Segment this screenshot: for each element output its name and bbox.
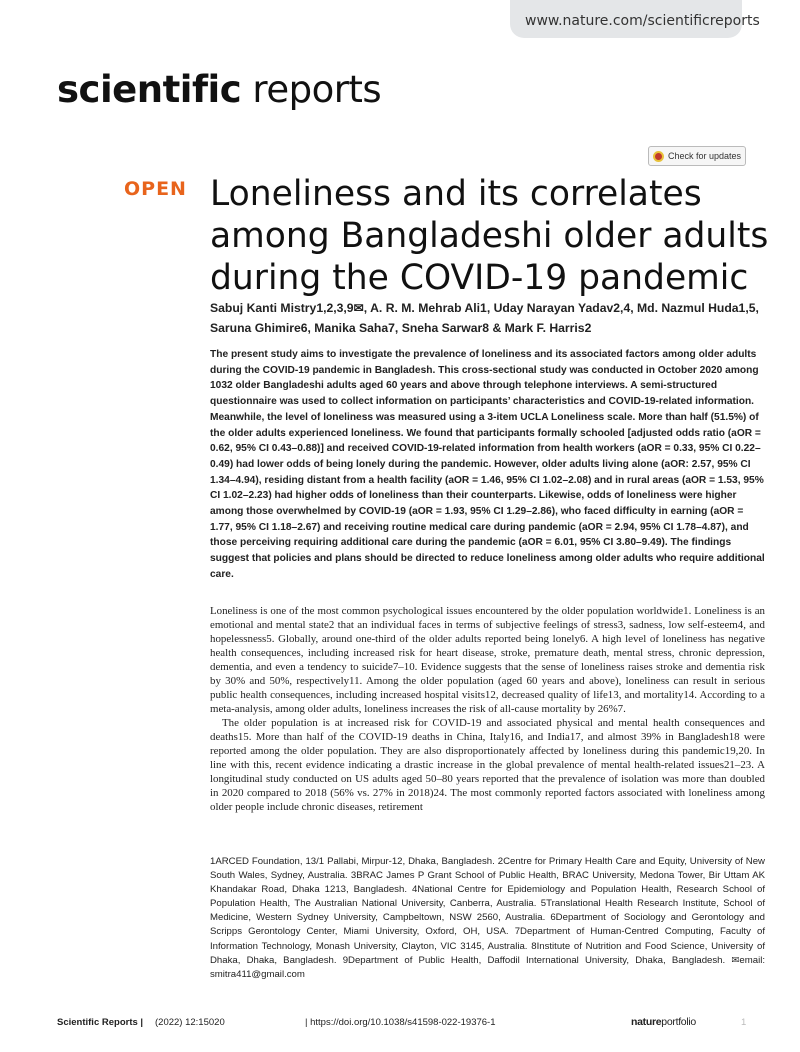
crossmark-icon [653,151,664,162]
footer-doi-link[interactable]: | https://doi.org/10.1038/s41598-022-19376-1 [305,1017,496,1028]
abstract: The present study aims to investigate the prevalence of loneliness and its associated factors among older adults during the COVID-19 pandemic in Bangladesh. This cross-sectional study was conducted in October 2020 among 1032 older Bangladeshi adults aged 60 years and above through telephone interviews. A semi-structured questionnaire was used to collect information on participants’ characteristics and COVID-19-related information. Meanwhile, the level of loneliness was measured using a 3-item UCLA Loneliness scale. More than half (51.5%) of the older adults experienced loneliness. We found that participants formally schooled [adjusted odds ratio (aOR = 0.62, 95% CI 0.43–0.88)] and received COVID-19-related information from health workers (aOR = 0.33, 95% CI 0.22–0.49) had lower odds of being lonely during the pandemic. However, older adults living alone (aOR: 2.57, 95% CI 1.34–4.94), residing distant from a health facility (aOR = 1.46, 95% CI 1.02–2.08) and in rural areas (aOR = 1.53, 95% CI 1.02–2.23) had higher odds of loneliness than their counterparts. Likewise, odds of loneliness were higher among those overwhelmed by COVID-19 (aOR = 1.93, 95% CI 1.29–2.86), who faced difficulty in earning (aOR = 1.77, 95% CI 1.18–2.67) and receiving routine medical care during pandemic (aOR = 2.94, 95% CI 1.78–4.87), and those perceiving requiring additional care during the pandemic (aOR = 6.01, 95% CI 3.80–9.49). The findings suggest that policies and plans should be directed to reduce loneliness among older adults who require additional care. [210,349,765,580]
body-paragraph-2: The older population is at increased risk for COVID-19 and associated physical and mental health consequences and deaths15. More than half of the COVID-19 deaths in China, Italy16, and India17, and almost 39% in Bangladesh18 were reported among the older population. They are also disproportionately affected by loneliness during this pandemic19,20. In line with this, recent evidence indicating a drastic increase in the global prevalence of mental health-related issues21–23. A longitudinal study conducted on US adults aged 50–80 years reported that the prevalence of isolation was more than doubled in 2020 compared to 2018 (56% vs. 27% in 2018)24. The most commonly reported factors associated with loneliness among older people include chronic diseases, retirement [210,717,765,813]
journal-logo-light: reports [241,68,382,111]
footer-year-volume: (2022) 12:15020 [155,1017,225,1028]
journal-logo-bold: scientific [57,68,242,111]
author-list [210,298,760,338]
page-number: 1 [741,1017,747,1028]
affiliations: 1ARCED Foundation, 13/1 Pallabi, Mirpur-12, Dhaka, Bangladesh. 2Centre for Primary Health Care and Equity, University of New South Wales, Sydney, Australia. 3BRAC James P Grant School of Public Health, BRAC University, Medona Tower, Bir Uttam AK Khandakar Road, Dhaka 1213, Bangladesh. 4National Centre for Epidemiology and Population Health, Research School of Population Health, The Australian National University, Canberra, Australia. 5Translational Health Research Institute, School of Medicine, Western Sydney University, Campbeltown, NSW 2560, Australia. 6Department of Sociology and Gerontology and Scripps Gerontology Center, Miami University, Oxford, OH, USA. 7Department of Human-Centred Computing, Faculty of Information Technology, Monash University, Clayton, VIC 3145, Australia. 8Institute of Nutrition and Food Science, University of Dhaka, Dhaka, Bangladesh. 9Department of Public Health, Daffodil International University, Dhaka, Bangladesh. ✉email: smitra411@gmail.com [210,856,765,980]
article-body [210,604,765,814]
journal-url-tab[interactable] [510,0,760,38]
authors-line-2: Saruna Ghimire6, Manika Saha7, Sneha Sarwar8 & Mark F. Harris2 [210,321,592,335]
body-paragraph-1: Loneliness is one of the most common psychological issues encountered by the older population worldwide1. Loneliness is an emotional and mental state2 that an individual faces in terms of subjective feelings of stress3, sadness, low self-esteem4, and hopelessness5. Globally, around one-third of the older adults reported being lonely6. A high level of loneliness has negative health consequences, including increased risk for heart disease, stroke, premature death, mental stress, chronic depression, dementia, and even a tendency to suicide7–10. Evidence suggests that the sense of loneliness raises stroke and dementia risk by 30% and 50%, respectively11. Among the older population (aged 60 years and above), loneliness can result in serious public health consequences, including increased hospital visits12, decreased quality of life13, and mortality14. According to a meta-analysis, among older adults, loneliness increases the risk of all-cause mortality by 26%7. [210,605,765,715]
journal-logo [57,68,381,111]
article-title: Loneliness and its correlates among Bangladeshi older adults during the COVID-19 pandemic [210,174,769,298]
check-for-updates-label: Check for updates [668,151,742,161]
authors-line-1: Sabuj Kanti Mistry1,2,3,9✉, A. R. M. Mehrab Ali1, Uday Narayan Yadav2,4, Md. Nazmul Huda1,5, [210,301,759,315]
publisher-logo-light: portfolio [661,1016,696,1028]
open-access-label: OPEN [124,178,187,200]
publisher-logo [631,1016,696,1028]
footer-journal: Scientific Reports | [57,1017,144,1028]
journal-url[interactable]: www.nature.com/scientificreports [525,13,760,29]
publisher-logo-bold: nature [631,1016,662,1028]
check-for-updates-button[interactable] [648,146,746,166]
